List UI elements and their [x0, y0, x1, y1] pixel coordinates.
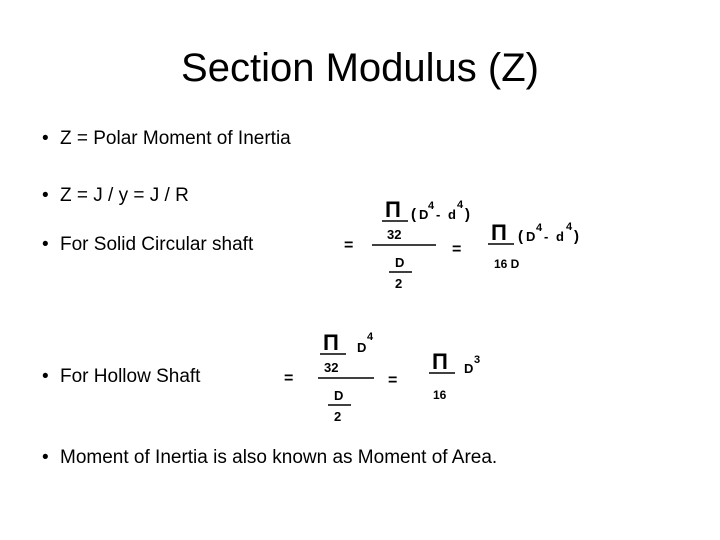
diameter-d: d: [448, 207, 456, 222]
diameter-d: d: [556, 229, 564, 244]
bullet-text: Z = Polar Moment of Inertia: [60, 128, 291, 149]
bullet-text: For Solid Circular shaft: [60, 234, 254, 255]
equals-sign: =: [344, 237, 354, 254]
denominator-32: 32: [324, 360, 339, 375]
denominator-D: D: [395, 255, 405, 270]
denominator-D: D: [334, 388, 344, 403]
denominator-2: 2: [395, 276, 403, 291]
exponent-4: 4: [536, 222, 543, 234]
denominator-16: 16: [433, 388, 447, 402]
diameter-D: D: [464, 361, 474, 376]
open-paren: (: [518, 228, 523, 245]
solid-shaft-formula: [330, 192, 600, 297]
open-paren: (: [411, 206, 416, 223]
diameter-D: D: [357, 340, 367, 355]
bullet-marker: •: [42, 366, 49, 387]
exponent-4: 4: [367, 331, 374, 343]
exponent-4: 4: [566, 221, 573, 233]
exponent-4: 4: [457, 199, 464, 211]
pi-symbol: Π: [385, 197, 401, 222]
equals-sign: =: [388, 372, 398, 389]
minus-sign: -: [436, 207, 441, 222]
bullet-polar-moment: [42, 127, 291, 151]
denominator-2: 2: [334, 409, 342, 424]
bullet-solid-shaft: [42, 233, 253, 257]
pi-symbol: Π: [323, 330, 339, 355]
diameter-D: D: [526, 229, 536, 244]
denominator-32: 32: [387, 227, 402, 242]
minus-sign: -: [544, 229, 549, 244]
pi-symbol: Π: [491, 220, 507, 245]
bullet-text: Z = J / y = J / R: [60, 185, 189, 206]
bullet-hollow-shaft: [42, 365, 200, 389]
bullet-moment-of-area: [42, 446, 497, 470]
bullet-marker: •: [42, 234, 49, 255]
equals-sign: =: [284, 370, 294, 387]
equals-sign: =: [452, 241, 462, 258]
bullet-marker: •: [42, 128, 49, 149]
exponent-3: 3: [474, 354, 481, 366]
diameter-D: D: [419, 207, 429, 222]
denominator-16D: 16 D: [494, 257, 520, 271]
bullet-text: Moment of Inertia is also known as Moment of Area.: [60, 447, 498, 468]
close-paren: ): [574, 228, 579, 245]
bullet-marker: •: [42, 447, 49, 468]
bullet-marker: •: [42, 185, 49, 206]
bullet-text: For Hollow Shaft: [60, 366, 201, 387]
pi-symbol: Π: [432, 349, 448, 374]
hollow-shaft-formula: [278, 325, 498, 425]
close-paren: ): [465, 206, 470, 223]
bullet-z-formula: [42, 184, 189, 208]
exponent-4: 4: [428, 200, 435, 212]
slide-title: Section Modulus (Z): [181, 46, 539, 90]
